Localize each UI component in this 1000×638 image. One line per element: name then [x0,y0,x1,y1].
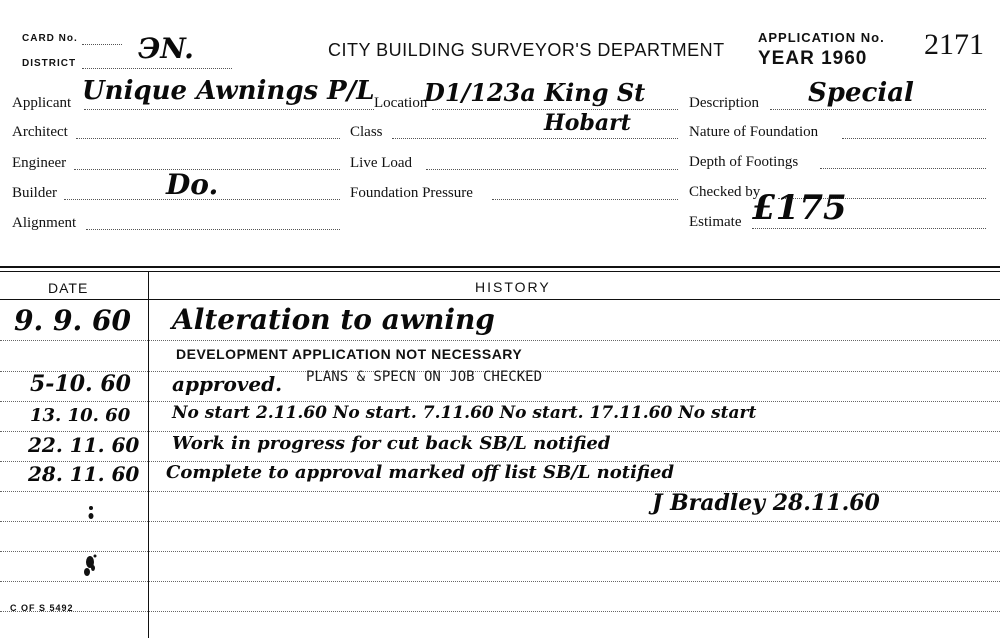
builder-label: Builder [12,185,57,201]
applicant-label: Applicant [12,95,72,111]
estimate-line [752,228,986,229]
foundation-pressure-label: Foundation Pressure [350,185,473,201]
row-rule [0,521,1000,522]
description-label: Description [689,95,759,111]
nature-of-foundation-line [842,138,986,139]
district-label: DISTRICT [22,58,77,69]
history-date: 28. 11. 60 [28,462,140,486]
date-column-divider [148,272,149,638]
card-no-label: CARD No. [22,33,78,44]
history-date: 5-10. 60 [30,371,131,397]
engineer-label: Engineer [12,155,67,171]
nature-of-foundation-label: Nature of Foundation [689,124,819,140]
checked-by-label: Checked by [689,184,761,200]
history-entry: Alteration to awning [172,303,495,336]
description-value: Special [808,78,914,108]
history-entry: approved. [172,372,283,396]
year-label: YEAR 1960 [758,48,868,69]
history-date: 22. 11. 60 [28,433,140,457]
applicant-value: Unique Awnings P/L [82,76,375,106]
alignment-label: Alignment [12,215,77,231]
row-rule [0,611,1000,612]
estimate-label: Estimate [689,214,742,230]
section-divider-top [0,266,1000,268]
history-date: 13. 10. 60 [30,405,131,426]
description-line [770,109,986,110]
live-load-line [426,169,678,170]
row-rule [0,401,1000,402]
history-column-header: HISTORY [475,279,551,295]
department-title: CITY BUILDING SURVEYOR'S DEPARTMENT [328,40,725,60]
card-no-line [82,44,122,45]
row-rule [0,581,1000,582]
application-number: 2171 [924,28,984,61]
row-rule [0,340,1000,341]
plans-checked-stamp: PLANS & SPECN ON JOB CHECKED [306,369,543,385]
architect-label: Architect [12,124,68,140]
location-value: D1/123a King St [424,78,646,107]
depth-of-footings-line [820,168,986,169]
foundation-pressure-line [492,199,678,200]
row-rule [0,431,1000,432]
builder-value: Do. [166,168,219,201]
depth-of-footings-label: Depth of Footings [689,154,799,170]
architect-line [76,138,340,139]
section-divider-bottom [0,271,1000,272]
date-column-header: DATE [48,280,89,296]
table-header-rule [0,299,1000,300]
form-code: C OF S 5492 [10,603,74,613]
row-rule [0,551,1000,552]
location-value-2: Hobart [544,110,631,136]
signature: J Bradley 28.11.60 [652,490,880,516]
class-line [392,138,678,139]
district-line [82,68,232,69]
history-entry: Complete to approval marked off list SB/L notified [166,462,675,483]
applicant-line [84,109,374,110]
application-no-label: APPLICATION No. [758,30,885,45]
history-entry: Work in progress for cut back SB/L notified [172,433,611,454]
location-label: Location [374,95,428,111]
district-value: ЭN. [138,32,194,65]
ink-blot-marks [76,500,106,600]
estimate-value: £175 [752,188,847,228]
history-date: 9. 9. 60 [14,304,131,337]
live-load-label: Live Load [350,155,413,171]
class-label: Class [350,124,383,140]
development-stamp: DEVELOPMENT APPLICATION NOT NECESSARY [176,346,523,362]
alignment-line [86,229,340,230]
history-entry: No start 2.11.60 No start. 7.11.60 No start. 17.11.60 No start [172,403,757,423]
